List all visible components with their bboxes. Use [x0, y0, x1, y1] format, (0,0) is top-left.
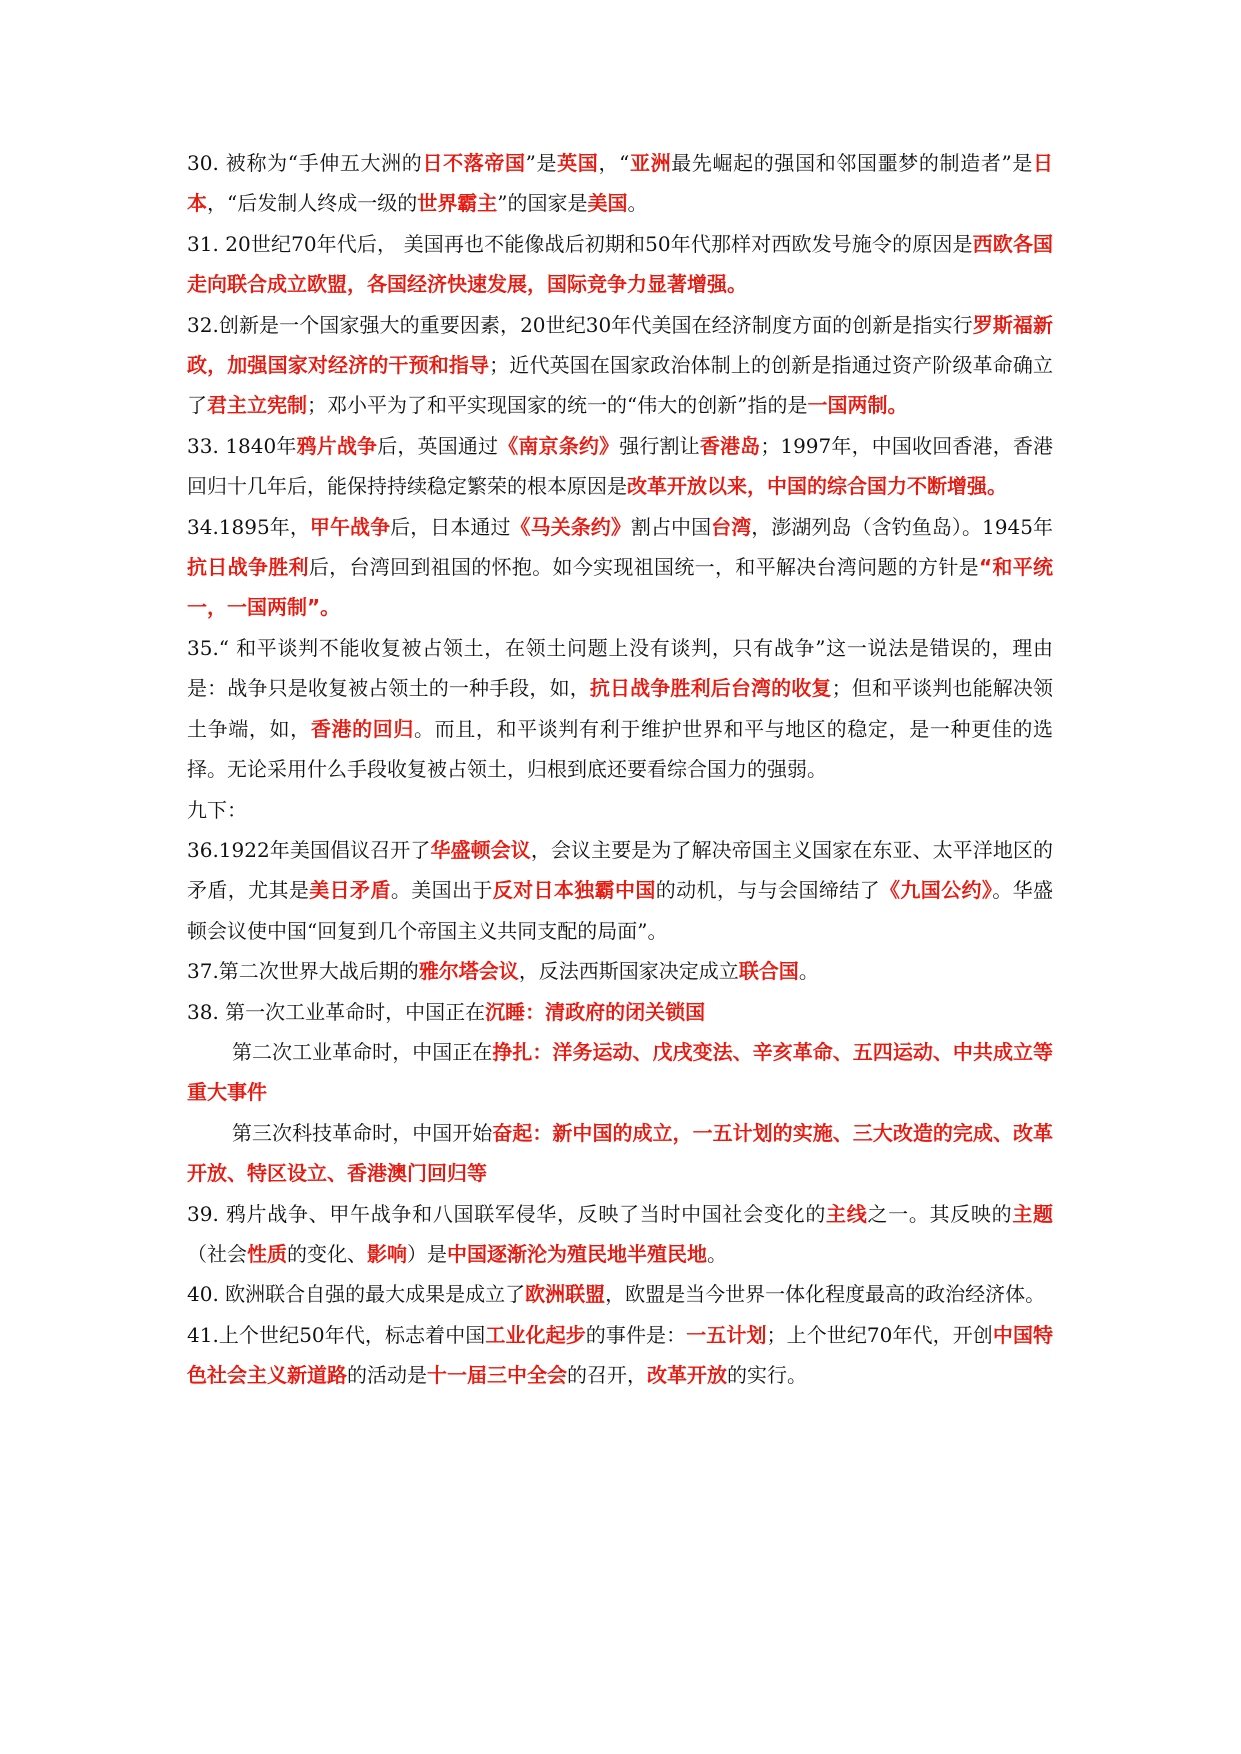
highlighted-keyword: “和平统一，一国两制”。 — [187, 555, 1053, 620]
paragraph — [187, 224, 1053, 305]
body-text: 40. 欧洲联合自强的最大成果是成立了 — [187, 1282, 526, 1307]
highlighted-keyword: 鸦片战争 — [296, 433, 378, 458]
highlighted-keyword: 奋起：新中国的成立，一五计划的实施、三大改造的完成、改革开放、特区设立、香港澳门回归等 — [187, 1120, 1054, 1186]
body-text: 后，日本通过 — [390, 514, 511, 539]
body-text: 最先崛起的强国和邻国噩梦的制造者”是 — [671, 151, 1033, 175]
highlighted-keyword: 欧洲联盟 — [525, 1282, 606, 1307]
paragraph — [187, 1032, 1053, 1113]
body-text: ）是 — [407, 1241, 447, 1266]
body-text: 。美国出于 — [390, 878, 493, 903]
document-page — [187, 143, 1053, 1396]
body-text: 。而且，和平谈判有利于维护世界和平与地区的稳定，是一种更佳的选择。无论采用什么手段收复被占领土，归根到底还要看综合国力的强弱。 — [187, 716, 1054, 782]
body-text: 之一。其反映的 — [867, 1201, 1013, 1226]
body-text: 九下： — [187, 797, 247, 822]
paragraph — [187, 628, 1053, 790]
body-text: ；1997年，中国收回香港，香港回归十几年后，能保持持续稳定繁荣的根本原因是 — [187, 433, 1054, 499]
body-text: ”的国家是 — [497, 191, 588, 216]
body-text: （社会 — [187, 1241, 247, 1266]
highlighted-keyword: 西欧各国走向联合成立欧盟，各国经济快速发展，国际竞争力显著增强。 — [187, 231, 1053, 297]
highlighted-keyword: 性质 — [247, 1241, 287, 1266]
body-text: 31. 20世纪70年代后， 美国再也不能像战后初期和50年代那样对西欧发号施令的原因是 — [187, 231, 973, 256]
highlighted-keyword: 世界霸主 — [417, 191, 498, 216]
body-text: 的事件是： — [585, 1322, 687, 1347]
paragraph — [187, 992, 1053, 1032]
body-text: 强行割让 — [619, 433, 700, 458]
highlighted-keyword: 君主立宪制 — [207, 393, 307, 418]
body-text: 。 — [707, 1241, 727, 1266]
body-text: 35.“ 和平谈判不能收复被占领土，在领土问题上没有谈判，只有战争”这一说法是错误的，理由是：战争只是收复被占领土的一种手段，如， — [187, 635, 1053, 701]
highlighted-keyword: 联合国 — [738, 959, 799, 984]
highlighted-keyword: 中国特色社会主义新道路 — [187, 1322, 1054, 1388]
body-text: 后，英国通过 — [377, 433, 499, 458]
highlighted-keyword: 沉睡：清政府的闭关锁国 — [485, 999, 706, 1024]
highlighted-keyword: 雅尔塔会议 — [418, 959, 519, 984]
body-text: 。 — [798, 959, 819, 984]
highlighted-keyword: 挣扎：洋务运动、戊戌变法、辛亥革命、五四运动、中共成立等重大事件 — [187, 1039, 1054, 1105]
body-text: 34.1895年， — [187, 514, 310, 539]
highlighted-keyword: 十一届三中全会 — [427, 1363, 567, 1388]
body-text: 的动机，与与会国缔结了 — [655, 878, 880, 903]
paragraph — [187, 830, 1053, 951]
highlighted-keyword: 反对日本独霸中国 — [492, 878, 656, 903]
body-text: ，“ — [598, 151, 630, 175]
paragraph — [187, 790, 1053, 830]
body-text: 的实行。 — [727, 1363, 807, 1388]
paragraph — [187, 507, 1053, 628]
body-text: ，澎湖列岛（含钓鱼岛）。1945年 — [751, 514, 1053, 539]
body-text: 33. 1840年 — [187, 433, 297, 458]
body-text: 。华盛顿会议使中国“回复到几个帝国主义共同支配的局面”。 — [187, 878, 1054, 943]
body-text: 。 — [627, 191, 648, 216]
highlighted-keyword: 《南京条约》 — [498, 433, 620, 458]
highlighted-keyword: 美日矛盾 — [309, 878, 391, 903]
paragraph — [187, 426, 1053, 507]
highlighted-keyword: 《九国公约》 — [880, 878, 993, 903]
body-text: ；邓小平为了和平实现国家的统一的“伟大的创新”指的是 — [307, 393, 808, 418]
body-text: 第三次科技革命时，中国开始 — [232, 1120, 493, 1145]
body-text: 的活动是 — [347, 1363, 427, 1388]
body-text: 39. 鸦片战争、甲午战争和八国联军侵华，反映了当时中国社会变化的 — [187, 1201, 827, 1226]
highlighted-keyword: 主线 — [826, 1201, 868, 1226]
paragraph — [187, 1274, 1053, 1314]
body-text: 36.1922年美国倡议召开了 — [187, 837, 431, 862]
highlighted-keyword: 影响 — [367, 1241, 407, 1266]
body-text: ，“后发制人终成一级的 — [207, 191, 418, 216]
paragraph — [187, 1315, 1053, 1396]
highlighted-keyword: 台湾 — [711, 514, 752, 539]
highlighted-keyword: 抗日战争胜利 — [187, 555, 309, 580]
highlighted-keyword: 华盛顿会议 — [430, 837, 531, 862]
highlighted-keyword: 罗斯福新政，加强国家对经济的干预和指导 — [187, 312, 1053, 378]
body-text: 41.上个世纪50年代，标志着中国 — [187, 1322, 486, 1347]
highlighted-keyword: 香港的回归 — [310, 716, 414, 741]
body-text: ”是 — [525, 151, 558, 175]
highlighted-keyword: 中国逐渐沦为殖民地半殖民地 — [447, 1241, 707, 1266]
body-text: 割占中国 — [630, 514, 712, 539]
highlighted-keyword: 美国 — [587, 191, 628, 216]
body-text: ；近代英国在国家政治体制上的创新是指通过资产阶级革命确立了 — [187, 353, 1054, 418]
highlighted-keyword: 日本 — [187, 151, 1053, 216]
highlighted-keyword: 一五计划 — [686, 1322, 767, 1347]
highlighted-keyword: 香港岛 — [699, 433, 761, 458]
paragraph — [187, 143, 1053, 224]
highlighted-keyword: 日不落帝国 — [422, 151, 526, 175]
body-text: ；上个世纪70年代，开创 — [766, 1322, 993, 1347]
body-text: 38. 第一次工业革命时，中国正在 — [187, 999, 486, 1024]
paragraph — [187, 951, 1053, 991]
highlighted-keyword: 工业化起步 — [485, 1322, 586, 1347]
highlighted-keyword: 亚洲 — [629, 151, 672, 175]
highlighted-keyword: 改革开放以来，中国的综合国力不断增强。 — [627, 474, 1007, 499]
highlighted-keyword: 甲午战争 — [309, 514, 391, 539]
highlighted-keyword: 英国 — [557, 151, 599, 175]
body-text: 的召开， — [567, 1363, 647, 1388]
paragraph — [187, 305, 1053, 426]
highlighted-keyword: 改革开放 — [647, 1363, 727, 1388]
highlighted-keyword: 《马关条约》 — [510, 514, 631, 539]
body-text: 后，台湾回到祖国的怀抱。如今实现祖国统一，和平解决台湾问题的方针是 — [308, 555, 979, 580]
highlighted-keyword: 抗日战争胜利后台湾的收复 — [589, 676, 832, 701]
body-text: ，会议主要是为了解决帝国主义国家在东亚、太平洋地区的矛盾，尤其是 — [187, 837, 1053, 903]
body-text: 第二次工业革命时，中国正在 — [232, 1039, 493, 1064]
body-text: ，反法西斯国家决定成立 — [518, 959, 739, 984]
paragraph — [187, 1194, 1053, 1275]
paragraph — [187, 1113, 1053, 1194]
highlighted-keyword: 主题 — [1012, 1201, 1054, 1226]
body-text: 32.创新是一个国家强大的重要因素，20世纪30年代美国在经济制度方面的创新是指实行 — [187, 312, 973, 337]
body-text: 的变化、 — [287, 1241, 367, 1266]
body-text: ，欧盟是当今世界一体化程度最高的政治经济体。 — [605, 1282, 1046, 1307]
body-text: ；但和平谈判也能解决领土争端，如， — [187, 676, 1054, 741]
body-text: 30. 被称为“手伸五大洲的 — [187, 151, 423, 175]
body-text: 37.第二次世界大战后期的 — [187, 959, 419, 984]
highlighted-keyword: 一国两制。 — [807, 393, 908, 418]
